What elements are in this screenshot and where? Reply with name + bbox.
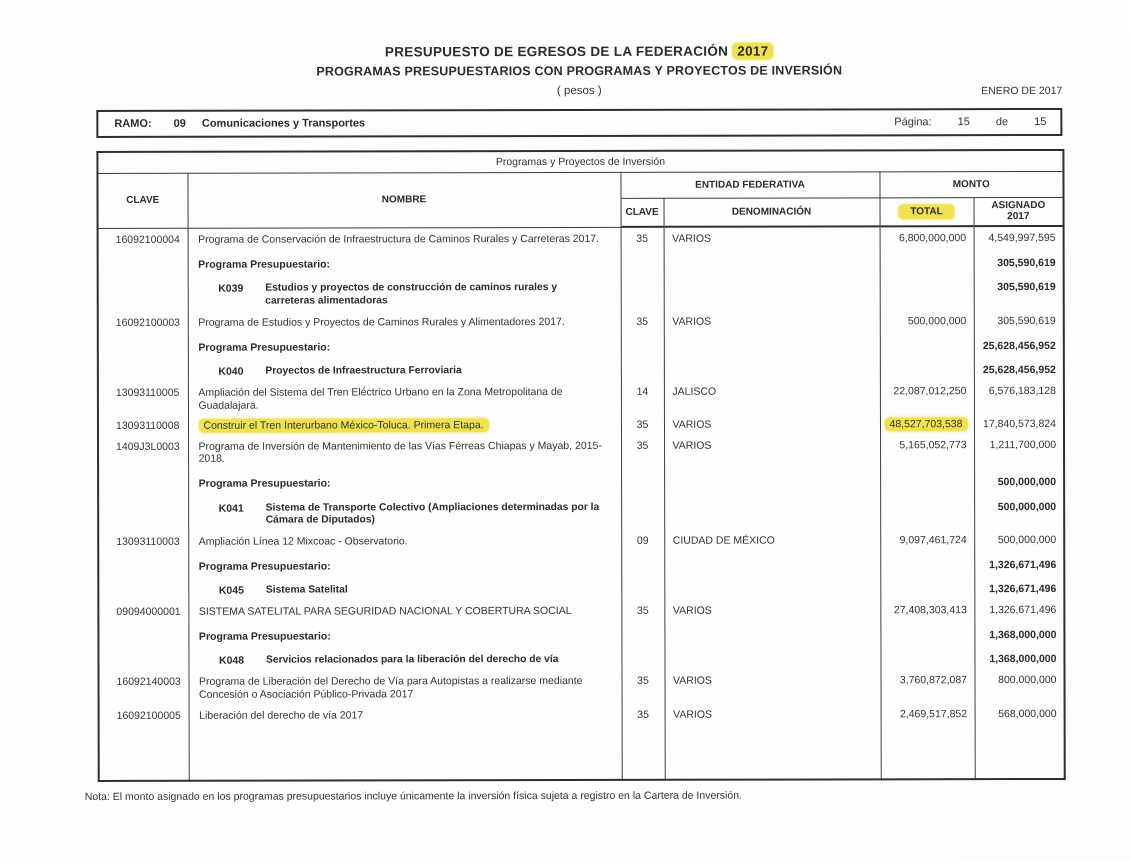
- entidad-clave-cell: [621, 468, 664, 493]
- empty-cell: [665, 723, 881, 779]
- entidad-clave-cell: [621, 435, 664, 468]
- clave-cell: [98, 357, 188, 382]
- clave-cell: [98, 312, 188, 333]
- table-band: [97, 150, 1063, 173]
- total-cell: [880, 248, 974, 273]
- project-nombre: Programa de Liberación del Derecho de Vía para Autopistas a realizarse mediante Concesión o Asociación Público-Privada 2017: [199, 675, 583, 701]
- denominacion-cell: [664, 645, 880, 670]
- table-row: [98, 272, 1064, 312]
- document-subtitle: PROGRAMAS PRESUPUESTARIOS CON PROGRAMAS Y PROYECTOS DE INVERSIÓN: [316, 63, 843, 79]
- monto-asignado: 25,628,456,952: [982, 364, 1056, 377]
- table-row: [98, 413, 1064, 436]
- clave-cell: [99, 704, 189, 725]
- asignado-cell: [974, 310, 1064, 331]
- clave-cell: [98, 249, 188, 274]
- nombre-cell: [188, 575, 621, 601]
- table-row: [98, 550, 1064, 577]
- table-row: [98, 248, 1064, 275]
- header-clave: CLAVE: [97, 173, 187, 228]
- nombre-cell: [189, 703, 622, 725]
- entidad-clave: 35: [636, 232, 648, 245]
- programa-presupuestario-label: Programa Presupuestario:: [198, 340, 331, 354]
- pagina-label: Página:: [894, 116, 932, 129]
- project-nombre: Programa de Estudios y Proyectos de Caminos Rurales y Alimentadores 2017.: [198, 315, 565, 329]
- entidad-clave: 35: [637, 605, 649, 618]
- monto-asignado: 1,326,671,496: [989, 558, 1057, 571]
- clave-cell: [98, 382, 188, 415]
- table-row: [98, 529, 1064, 552]
- denominacion-cell: [665, 670, 881, 704]
- monto-total: 6,800,000,000: [898, 232, 967, 245]
- monto-total: 48,527,703,538: [884, 417, 967, 431]
- header-monto: MONTO: [879, 171, 1063, 197]
- table-row: [98, 599, 1064, 622]
- entidad-clave-cell: [621, 600, 664, 621]
- nombre-cell: [188, 551, 621, 577]
- monto-asignado: 6,576,183,128: [988, 384, 1056, 398]
- nombre-cell: [188, 381, 621, 415]
- nombre-cell: [188, 492, 621, 531]
- entidad-denominacion: VARIOS: [673, 708, 713, 721]
- meta-row: [96, 84, 1062, 101]
- footnote: Nota: El monto asignado en los programas presupuestarios incluye únicamente la inversión física sujeta a registro en la Cartera de Inversión.: [84, 789, 742, 804]
- nombre-cell: [188, 600, 621, 622]
- clave-cell: [98, 436, 188, 469]
- total-cell: [880, 380, 974, 413]
- denominacion-cell: [664, 310, 880, 331]
- programa-row-content: [198, 365, 608, 379]
- title-year-highlight: 2017: [732, 43, 773, 60]
- entidad-clave-cell: [621, 530, 664, 551]
- entidad-clave-cell: [621, 621, 664, 646]
- table-band-title: Programas y Proyectos de Inversión: [97, 150, 1063, 173]
- entidad-clave: 35: [636, 439, 649, 452]
- header-asignado: [974, 197, 1064, 226]
- clave-cell: [98, 274, 188, 312]
- denominacion-cell: [664, 331, 880, 356]
- monto-asignado: 1,326,671,496: [989, 583, 1057, 596]
- total-cell: [880, 272, 974, 310]
- page-current: 15: [957, 116, 970, 129]
- header-denominacion: DENOMINACIÓN: [664, 197, 880, 226]
- total-cell: [880, 529, 974, 550]
- total-cell: [880, 226, 974, 248]
- total-cell: [880, 310, 974, 331]
- entidad-clave: 35: [637, 675, 649, 688]
- project-clave: 13093110005: [115, 386, 180, 399]
- asignado-cell: [974, 550, 1064, 575]
- monto-total: 27,408,303,413: [893, 604, 967, 617]
- asignado-cell: [974, 491, 1064, 529]
- clave-cell: [98, 332, 188, 357]
- entidad-clave-cell: [621, 248, 664, 273]
- denominacion-cell: [664, 467, 880, 492]
- programa-nombre: Servicios relacionados para la liberación del derecho de vía: [265, 654, 559, 667]
- entidad-clave-cell: [622, 670, 665, 703]
- monto-asignado: 305,590,619: [997, 281, 1056, 294]
- table-row: [98, 330, 1064, 357]
- total-cell: [880, 355, 974, 380]
- project-clave: 16092100004: [115, 233, 180, 246]
- programa-code: K039: [218, 282, 244, 295]
- total-cell: [881, 669, 975, 702]
- table-row: [98, 491, 1064, 531]
- programa-row-content: [199, 584, 609, 598]
- programa-nombre: Estudios y proyectos de construcción de caminos rurales y carreteras alimentadoras: [265, 282, 558, 307]
- table-row: [98, 644, 1064, 671]
- denominacion-cell: [664, 226, 880, 248]
- total-cell: [881, 703, 975, 724]
- programa-row-content: [198, 282, 608, 309]
- clave-cell: [98, 228, 188, 250]
- asignado-line1: ASIGNADO: [991, 199, 1046, 211]
- empty-cell: [622, 724, 665, 780]
- entidad-clave: 35: [637, 708, 649, 721]
- asignado-cell: [974, 380, 1064, 413]
- asignado-cell: [974, 434, 1064, 467]
- entidad-clave-cell: [621, 311, 664, 332]
- total-cell: [880, 413, 974, 434]
- denominacion-cell: [664, 248, 880, 273]
- entidad-clave-cell: [621, 381, 664, 414]
- total-cell: [880, 599, 974, 620]
- monto-total: 3,760,872,087: [899, 674, 968, 687]
- monto-asignado: 500,000,000: [997, 500, 1057, 513]
- nombre-cell: [188, 414, 621, 436]
- header-nombre: NOMBRE: [187, 172, 620, 228]
- clave-cell: [98, 531, 188, 552]
- denominacion-cell: [664, 380, 880, 414]
- page-total: 15: [1034, 115, 1047, 129]
- denominacion-cell: [664, 620, 880, 645]
- total-cell: [880, 620, 974, 645]
- asignado-cell: [974, 529, 1064, 550]
- ramo-name: Comunicaciones y Transportes: [201, 117, 366, 130]
- clave-cell: [98, 576, 188, 601]
- denominacion-cell: [664, 530, 880, 551]
- nombre-cell: [188, 621, 621, 647]
- nombre-cell: [188, 227, 621, 250]
- asignado-cell: [974, 620, 1064, 645]
- title-text: PRESUPUESTO DE EGRESOS DE LA FEDERACIÓN: [384, 43, 729, 60]
- empty-cell: [975, 723, 1065, 779]
- programa-code: K040: [218, 365, 244, 378]
- nombre-cell: [188, 356, 621, 382]
- clave-cell: [98, 493, 188, 531]
- table-row: [98, 467, 1064, 494]
- monto-asignado: 17,840,573,824: [982, 418, 1056, 431]
- table-row: [99, 669, 1065, 704]
- table-row: [98, 434, 1064, 469]
- entidad-denominacion: VARIOS: [673, 675, 712, 688]
- asignado-cell: [974, 226, 1064, 248]
- entidad-denominacion: VARIOS: [672, 418, 712, 431]
- programa-row-content: [199, 501, 609, 528]
- programa-nombre: Sistema de Transporte Colectivo (Ampliaciones determinadas por la Cámara de Diputados): [265, 501, 600, 527]
- project-nombre: SISTEMA SATELITAL PARA SEGURIDAD NACIONAL Y COBERTURA SOCIAL: [198, 605, 572, 619]
- asignado-cell: [974, 248, 1064, 273]
- entidad-denominacion: JALISCO: [672, 385, 717, 398]
- entidad-denominacion: CIUDAD DE MÉXICO: [672, 534, 775, 548]
- table-row: [98, 310, 1064, 333]
- nombre-cell: [188, 273, 621, 312]
- denominacion-cell: [664, 273, 880, 311]
- asignado-cell: [974, 330, 1064, 355]
- asignado-line2: 2017: [1007, 211, 1030, 223]
- total-cell: [880, 467, 974, 492]
- empty-cell: [99, 725, 189, 781]
- denominacion-cell: [664, 434, 880, 468]
- asignado-cell: [974, 644, 1064, 669]
- nombre-cell: [188, 645, 621, 671]
- project-clave: 16092140003: [116, 676, 181, 689]
- monto-asignado: 500,000,000: [997, 475, 1057, 489]
- entidad-clave: 35: [636, 315, 649, 328]
- table-row: [98, 355, 1064, 382]
- total-header-highlight: TOTAL: [898, 204, 954, 219]
- project-nombre: Programa de Conservación de Infraestructura de Caminos Rurales y Carreteras 2017.: [198, 232, 600, 246]
- table-header-row-1: [97, 171, 1063, 199]
- monto-asignado: 1,326,671,496: [989, 604, 1057, 617]
- asignado-cell: [974, 272, 1064, 310]
- clave-cell: [98, 552, 188, 577]
- project-clave: 16092100003: [115, 316, 181, 329]
- asignado-cell: [974, 355, 1064, 380]
- table-row: [98, 226, 1064, 250]
- total-cell: [880, 645, 974, 670]
- ramo-info: [114, 117, 365, 130]
- project-nombre: Ampliación del Sistema del Tren Eléctrico Urbano en la Zona Metropolitana de Guadalajara.: [198, 385, 563, 412]
- nombre-cell: [189, 670, 622, 704]
- table-row: [98, 380, 1064, 415]
- entidad-clave-cell: [621, 331, 664, 356]
- entidad-clave: 09: [636, 535, 649, 548]
- nombre-cell: [188, 530, 621, 552]
- monto-total: 5,165,052,773: [899, 438, 967, 452]
- header-total: [880, 197, 974, 226]
- monto-asignado: 1,368,000,000: [989, 628, 1057, 641]
- clave-cell: [98, 415, 188, 436]
- entidad-clave-cell: [621, 645, 664, 670]
- date-label: ENERO DE 2017: [981, 84, 1063, 98]
- total-cell: [880, 575, 974, 600]
- monto-asignado: 305,590,619: [997, 256, 1056, 269]
- ramo-box: [96, 108, 1062, 138]
- entidad-clave-cell: [621, 356, 664, 381]
- nombre-cell: [188, 331, 621, 357]
- monto-total: 2,469,517,852: [899, 707, 968, 720]
- clave-cell: [98, 469, 188, 494]
- asignado-cell: [974, 574, 1064, 599]
- entidad-clave-cell: [621, 575, 664, 600]
- clave-cell: [98, 601, 188, 622]
- monto-asignado: 500,000,000: [997, 534, 1057, 547]
- entidad-denominacion: VARIOS: [672, 315, 712, 328]
- header-entidad-federativa: ENTIDAD FEDERATIVA: [620, 171, 879, 198]
- nombre-cell: [188, 311, 621, 333]
- document-title: [96, 43, 1062, 60]
- ramo-code: 09: [173, 117, 186, 130]
- asignado-cell: [974, 599, 1064, 620]
- denominacion-cell: [664, 600, 880, 621]
- entidad-denominacion: VARIOS: [672, 439, 712, 452]
- monto-total: 500,000,000: [907, 315, 967, 328]
- programa-presupuestario-label: Programa Presupuestario:: [198, 477, 331, 490]
- asignado-cell: [974, 413, 1064, 434]
- total-cell: [880, 550, 974, 575]
- table-row: [98, 574, 1064, 601]
- entidad-clave-cell: [622, 703, 665, 724]
- programa-nombre: Proyectos de Infraestructura Ferroviaria: [265, 365, 462, 377]
- entidad-clave-cell: [621, 227, 664, 249]
- denominacion-cell: [664, 575, 880, 600]
- entidad-clave: 14: [636, 385, 649, 398]
- clave-cell: [99, 671, 189, 704]
- project-clave: 13093110008: [115, 419, 180, 433]
- denominacion-cell: [664, 492, 880, 530]
- programa-code: K045: [218, 585, 244, 598]
- denominacion-cell: [664, 550, 880, 575]
- clave-cell: [98, 622, 188, 647]
- programa-presupuestario-label: Programa Presupuestario:: [198, 258, 331, 271]
- programa-row-content: [199, 654, 609, 668]
- ramo-label: RAMO:: [114, 117, 152, 130]
- project-nombre: Ampliación Línea 12 Mixcoac - Observatorio.: [198, 535, 408, 549]
- entidad-denominacion: VARIOS: [672, 604, 712, 618]
- entidad-clave: 35: [636, 418, 649, 431]
- header-ent-clave: CLAVE: [621, 198, 664, 227]
- page-indicator: [894, 116, 1046, 128]
- total-cell: [880, 492, 974, 530]
- entidad-denominacion: VARIOS: [672, 232, 712, 245]
- table-row: [99, 702, 1065, 725]
- programa-code: K041: [218, 502, 244, 515]
- project-nombre: Programa de Inversión de Mantenimiento de las Vías Férreas Chiapas y Mayab, 2015-2018.: [198, 439, 602, 466]
- page-de-label: de: [995, 116, 1009, 129]
- entidad-clave-cell: [621, 492, 664, 530]
- entidad-clave-cell: [621, 414, 664, 435]
- asignado-cell: [974, 467, 1064, 492]
- monto-asignado: 1,368,000,000: [989, 653, 1057, 666]
- monto-asignado: 305,590,619: [997, 314, 1056, 328]
- programa-code: K048: [218, 655, 245, 668]
- total-cell: [880, 434, 974, 467]
- monto-asignado: 4,549,997,595: [988, 231, 1056, 245]
- empty-cell: [881, 723, 975, 779]
- total-cell: [880, 331, 974, 356]
- project-clave: 16092100005: [116, 709, 181, 722]
- unit-label: ( pesos ): [556, 84, 602, 98]
- entidad-clave-cell: [621, 273, 664, 311]
- denominacion-cell: [665, 703, 881, 724]
- empty-cell: [189, 724, 622, 781]
- project-clave: 09094000001: [116, 606, 181, 619]
- programa-presupuestario-label: Programa Presupuestario:: [198, 630, 331, 643]
- programs-table: [96, 149, 1065, 782]
- empty-filler-row: [99, 723, 1065, 781]
- nombre-cell: [188, 435, 621, 469]
- entidad-clave-cell: [621, 551, 664, 576]
- programa-presupuestario-label: Programa Presupuestario:: [198, 560, 331, 573]
- denominacion-cell: [664, 355, 880, 380]
- monto-asignado: 25,628,456,952: [982, 339, 1056, 352]
- monto-total: 22,087,012,250: [893, 385, 967, 398]
- monto-total: 9,097,461,724: [899, 534, 967, 547]
- monto-asignado: 800,000,000: [998, 674, 1057, 687]
- table-row: [98, 620, 1064, 647]
- monto-asignado: 568,000,000: [998, 707, 1057, 720]
- project-clave: 1409J3L0003: [116, 440, 180, 453]
- project-nombre: Construir el Tren Interurbano México-Toluca. Primera Etapa.: [198, 418, 488, 433]
- asignado-cell: [975, 669, 1065, 702]
- denominacion-cell: [664, 413, 880, 434]
- project-nombre: Liberación del derecho de vía 2017: [199, 708, 364, 722]
- nombre-cell: [188, 468, 621, 494]
- asignado-cell: [975, 702, 1065, 723]
- programa-nombre: Sistema Satelital: [265, 584, 348, 597]
- monto-asignado: 1,211,700,000: [989, 438, 1057, 451]
- clave-cell: [98, 646, 188, 671]
- nombre-cell: [188, 248, 621, 274]
- project-clave: 13093110003: [116, 536, 180, 549]
